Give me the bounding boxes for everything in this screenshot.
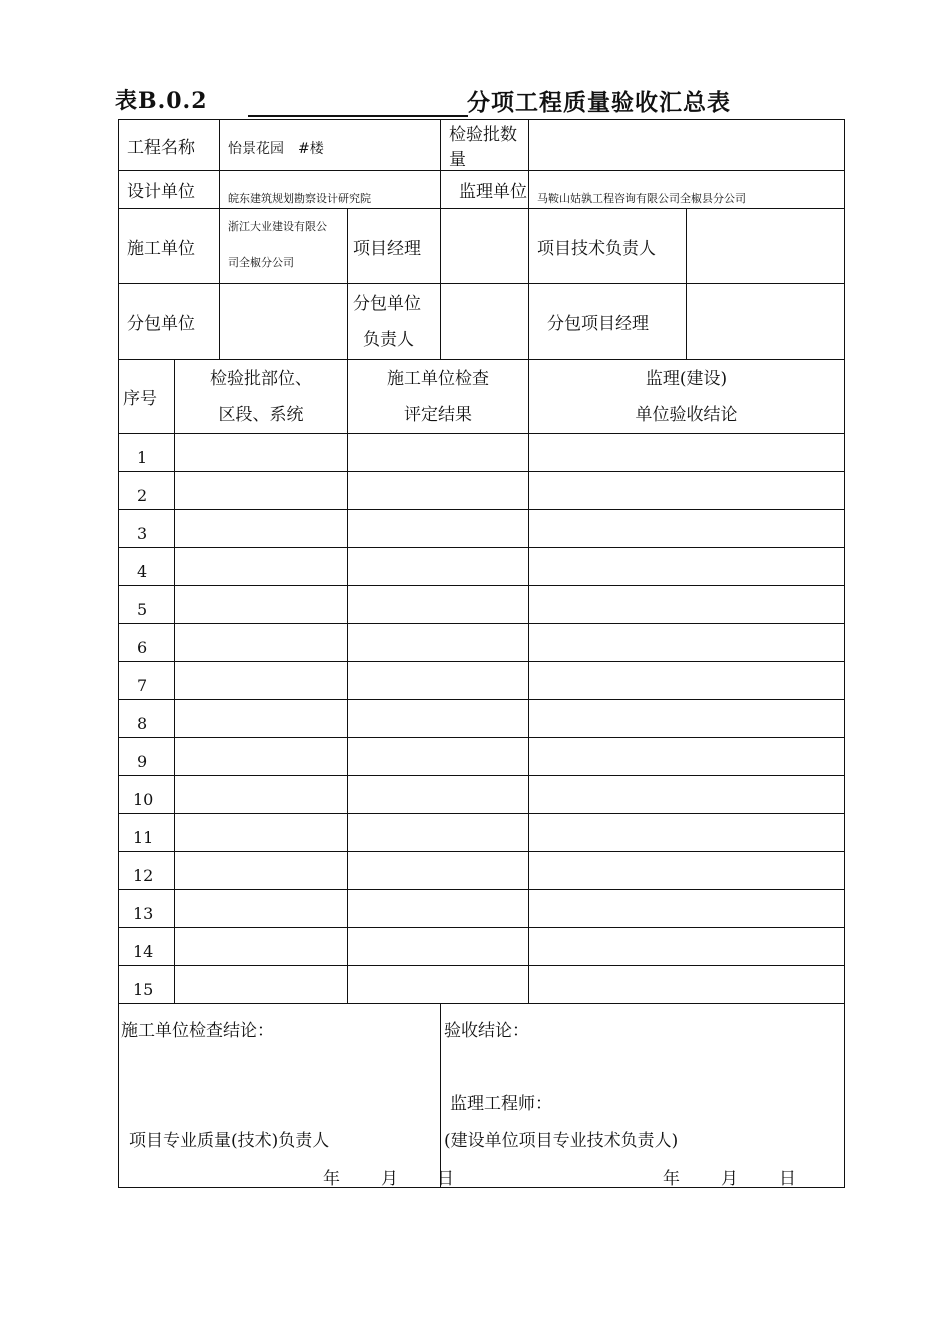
project-name-value[interactable]: 怡景花园 #楼 — [220, 120, 441, 171]
subcontractor-head-label — [348, 284, 441, 360]
location-cell[interactable] — [175, 814, 348, 852]
location-cell[interactable] — [175, 966, 348, 1004]
accept-cell[interactable] — [529, 662, 845, 700]
accept-cell[interactable] — [529, 814, 845, 852]
accept-cell[interactable] — [529, 586, 845, 624]
location-cell[interactable] — [175, 548, 348, 586]
tech-lead-label: 项目技术负责人 — [529, 209, 687, 284]
location-cell[interactable] — [175, 472, 348, 510]
accept-cell[interactable] — [529, 966, 845, 1004]
row-number: 9 — [119, 738, 175, 776]
check-cell[interactable] — [348, 624, 529, 662]
check-cell[interactable] — [348, 814, 529, 852]
check-cell[interactable] — [348, 928, 529, 966]
accept-cell[interactable] — [529, 928, 845, 966]
project-manager-label: 项目经理 — [348, 209, 441, 284]
row-number: 8 — [119, 700, 175, 738]
check-cell[interactable] — [348, 776, 529, 814]
row-number: 11 — [119, 814, 175, 852]
title-row — [115, 82, 855, 118]
sub-project-manager-value[interactable] — [687, 284, 845, 360]
batch-count-label: 检验批数量 — [441, 120, 529, 171]
check-cell[interactable] — [348, 510, 529, 548]
accept-cell[interactable] — [529, 700, 845, 738]
construction-unit-line1: 浙江大业建设有限公 — [228, 220, 327, 233]
location-header-line2: 区段、系统 — [218, 404, 304, 425]
accept-header-line1: 监理(建设) — [645, 368, 728, 389]
quality-lead-label: 项目专业质量(技术)负责人 — [129, 1131, 330, 1151]
check-header-line2: 评定结果 — [404, 404, 472, 425]
left-day-label: 日 — [437, 1169, 454, 1189]
table-row — [119, 966, 845, 1004]
design-unit-value[interactable]: 皖东建筑规划勘察设计研究院 — [220, 171, 441, 209]
row-number: 12 — [119, 852, 175, 890]
check-cell[interactable] — [348, 890, 529, 928]
subcontractor-label: 分包单位 — [119, 284, 220, 360]
tech-lead-value[interactable] — [687, 209, 845, 284]
location-header — [175, 360, 348, 434]
form-title: 分项工程质量验收汇总表 — [467, 90, 731, 116]
check-cell[interactable] — [348, 548, 529, 586]
location-cell[interactable] — [175, 776, 348, 814]
table-row — [119, 434, 845, 472]
supervision-unit-label: 监理单位 — [441, 171, 529, 209]
project-name-label: 工程名称 — [119, 120, 220, 171]
row-number: 14 — [119, 928, 175, 966]
project-name-blank[interactable] — [248, 82, 468, 117]
table-row — [119, 548, 845, 586]
construction-unit-line2: 司全椒分公司 — [228, 256, 294, 269]
location-cell[interactable] — [175, 510, 348, 548]
accept-cell[interactable] — [529, 852, 845, 890]
design-unit-label: 设计单位 — [119, 171, 220, 209]
location-cell[interactable] — [175, 434, 348, 472]
acceptance-conclusion-label: 验收结论： — [444, 1021, 530, 1041]
row-number: 1 — [119, 434, 175, 472]
table-row — [119, 472, 845, 510]
accept-cell[interactable] — [529, 434, 845, 472]
construction-conclusion-label: 施工单位检查结论： — [121, 1021, 274, 1041]
accept-cell[interactable] — [529, 890, 845, 928]
subcontractor-head-value[interactable] — [441, 284, 529, 360]
supervising-engineer-label: 监理工程师： — [450, 1094, 553, 1114]
subcontractor-head-line1: 分包单位 — [353, 293, 421, 314]
construction-conclusion-cell[interactable] — [119, 1004, 454, 1189]
check-header-line1: 施工单位检查 — [387, 368, 489, 389]
table-row — [119, 814, 845, 852]
table-row — [119, 700, 845, 738]
check-cell[interactable] — [348, 662, 529, 700]
accept-header-line2: 单位验收结论 — [635, 404, 738, 425]
check-cell[interactable] — [348, 700, 529, 738]
accept-cell[interactable] — [529, 548, 845, 586]
check-cell[interactable] — [348, 738, 529, 776]
construction-unit-label: 施工单位 — [119, 209, 220, 284]
acceptance-conclusion-cell[interactable] — [441, 1004, 845, 1188]
location-cell[interactable] — [175, 852, 348, 890]
subcontractor-value[interactable] — [220, 284, 348, 360]
row-number: 10 — [119, 776, 175, 814]
location-cell[interactable] — [175, 624, 348, 662]
table-row — [119, 738, 845, 776]
table-row — [119, 586, 845, 624]
row-number: 13 — [119, 890, 175, 928]
left-month-label: 月 — [381, 1169, 398, 1189]
acceptance-summary-table — [118, 119, 845, 1188]
location-cell[interactable] — [175, 586, 348, 624]
right-day-label: 日 — [779, 1169, 797, 1189]
right-year-label: 年 — [663, 1169, 681, 1189]
location-cell[interactable] — [175, 890, 348, 928]
accept-cell[interactable] — [529, 738, 845, 776]
table-row — [119, 662, 845, 700]
construction-unit-value[interactable] — [220, 209, 348, 284]
table-row — [119, 510, 845, 548]
check-cell[interactable] — [348, 966, 529, 1004]
supervision-unit-value[interactable]: 马鞍山姑孰工程咨询有限公司全椒县分公司 — [529, 171, 845, 209]
row-number: 7 — [119, 662, 175, 700]
row-number: 4 — [119, 548, 175, 586]
accept-header — [529, 360, 845, 434]
check-header — [348, 360, 529, 434]
check-cell[interactable] — [348, 586, 529, 624]
location-cell[interactable] — [175, 738, 348, 776]
location-cell[interactable] — [175, 928, 348, 966]
row-number: 3 — [119, 510, 175, 548]
check-cell[interactable] — [348, 852, 529, 890]
table-row — [119, 890, 845, 928]
table-number: 表B.0.2 — [115, 88, 208, 114]
owner-tech-lead-label: (建设单位项目专业技术负责人) — [444, 1131, 679, 1151]
location-header-line1: 检验批部位、 — [210, 368, 312, 389]
project-manager-value[interactable] — [441, 209, 529, 284]
subcontractor-head-line2: 负责人 — [363, 329, 414, 350]
accept-cell[interactable] — [529, 510, 845, 548]
batch-count-value[interactable] — [529, 120, 845, 171]
location-cell[interactable] — [175, 700, 348, 738]
table-row — [119, 928, 845, 966]
table-row — [119, 624, 845, 662]
row-number: 5 — [119, 586, 175, 624]
table-row — [119, 776, 845, 814]
sub-project-manager-label: 分包项目经理 — [529, 284, 687, 360]
accept-cell[interactable] — [529, 472, 845, 510]
accept-cell[interactable] — [529, 624, 845, 662]
row-number: 15 — [119, 966, 175, 1004]
check-cell[interactable] — [348, 472, 529, 510]
seq-header: 序号 — [119, 360, 175, 434]
left-year-label: 年 — [323, 1169, 340, 1189]
table-row — [119, 852, 845, 890]
right-month-label: 月 — [721, 1169, 739, 1189]
row-number: 2 — [119, 472, 175, 510]
location-cell[interactable] — [175, 662, 348, 700]
row-number: 6 — [119, 624, 175, 662]
check-cell[interactable] — [348, 434, 529, 472]
accept-cell[interactable] — [529, 776, 845, 814]
